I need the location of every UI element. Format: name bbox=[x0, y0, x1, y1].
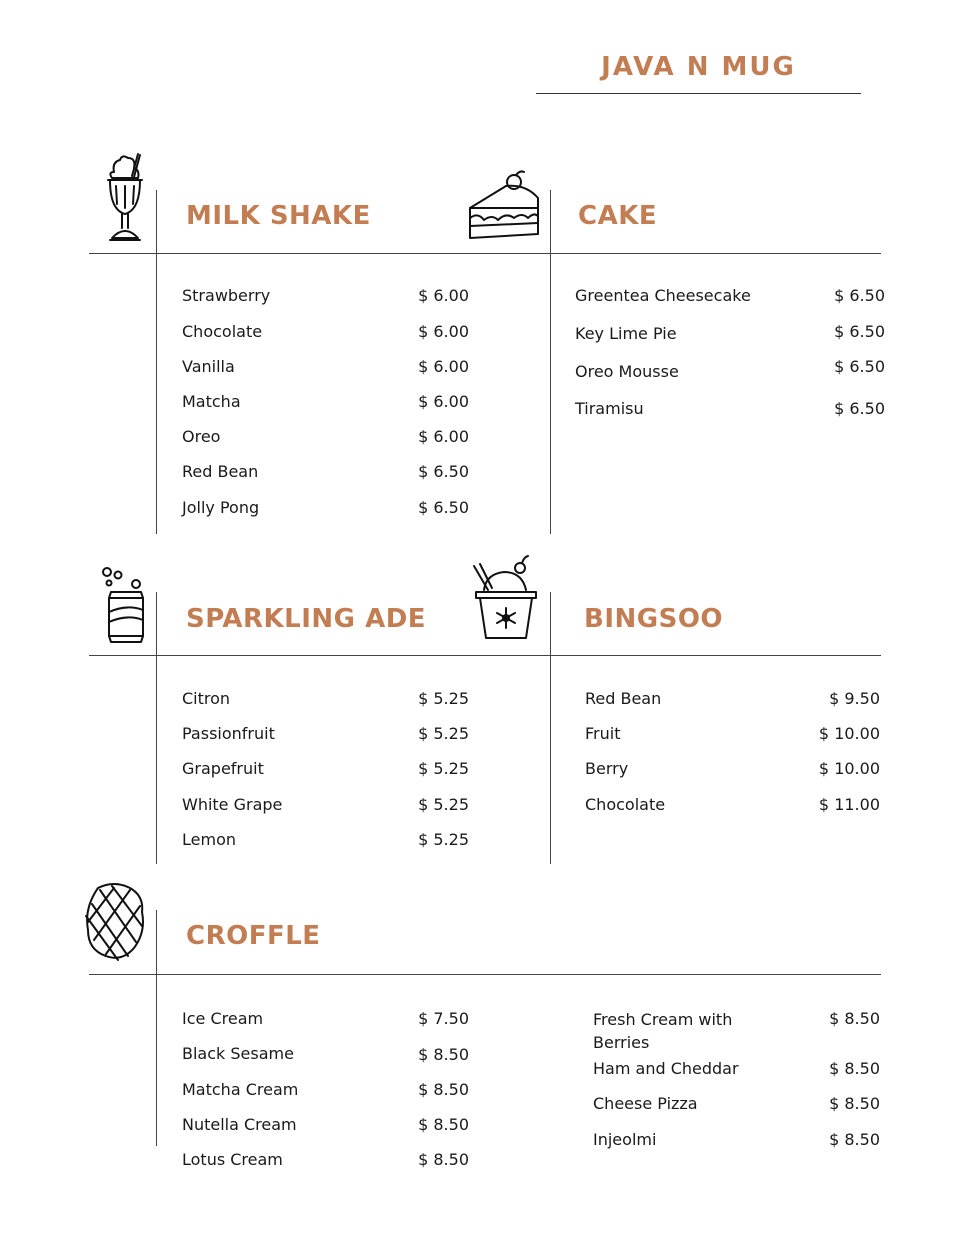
list-item: Nutella Cream bbox=[182, 1115, 297, 1134]
list-item-price: $ 6.50 bbox=[834, 286, 885, 305]
list-item: Passionfruit bbox=[182, 724, 275, 743]
list-item-price: $ 5.25 bbox=[418, 759, 469, 778]
cake-horizontal-rule bbox=[550, 253, 881, 254]
list-item: Ice Cream bbox=[182, 1009, 264, 1028]
list-item: Black Sesame bbox=[182, 1044, 294, 1063]
bingsoo-horizontal-rule bbox=[550, 655, 881, 656]
cake-slice-icon bbox=[466, 168, 542, 244]
section-title-milkshake: MILK SHAKE bbox=[186, 201, 371, 231]
list-item-price: $ 6.50 bbox=[834, 322, 885, 341]
list-item-price: $ 11.00 bbox=[818, 795, 880, 814]
bingsoo-vertical-rule bbox=[550, 592, 551, 864]
list-item-price: $ 5.25 bbox=[418, 689, 469, 708]
list-item: Matcha bbox=[182, 392, 241, 411]
list-item-price: $ 10.00 bbox=[818, 759, 880, 778]
list-item-price: $ 6.00 bbox=[418, 322, 469, 341]
brand-underline bbox=[536, 93, 861, 94]
list-item-price: $ 6.00 bbox=[418, 392, 469, 411]
list-item: Lotus Cream bbox=[182, 1150, 283, 1169]
milkshake-icon bbox=[104, 152, 146, 244]
list-item-price: $ 5.25 bbox=[418, 830, 469, 849]
list-item-price: $ 8.50 bbox=[418, 1115, 469, 1134]
list-item-price: $ 8.50 bbox=[829, 1059, 880, 1078]
list-item: Chocolate bbox=[182, 322, 263, 341]
list-item: Key Lime Pie bbox=[575, 324, 677, 343]
list-item-price: $ 8.50 bbox=[829, 1009, 880, 1028]
list-item: Cheese Pizza bbox=[593, 1094, 698, 1113]
brand-title: JAVA N MUG bbox=[601, 52, 796, 82]
soda-can-icon bbox=[101, 566, 147, 646]
list-item: Citron bbox=[182, 689, 231, 708]
list-item-price: $ 8.50 bbox=[829, 1094, 880, 1113]
list-item-price: $ 6.00 bbox=[418, 427, 469, 446]
list-item-price: $ 6.00 bbox=[418, 357, 469, 376]
list-item-price: $ 8.50 bbox=[418, 1045, 469, 1064]
section-title-cake: CAKE bbox=[578, 201, 658, 231]
list-item-price: $ 6.50 bbox=[418, 498, 469, 517]
list-item-price: $ 9.50 bbox=[829, 689, 880, 708]
section-title-croffle: CROFFLE bbox=[186, 921, 321, 951]
croffle-vertical-rule bbox=[156, 910, 157, 1146]
milkshake-horizontal-rule bbox=[89, 253, 550, 254]
list-item: Tiramisu bbox=[575, 399, 644, 418]
list-item: Grapefruit bbox=[182, 759, 264, 778]
list-item: Red Bean bbox=[182, 462, 259, 481]
list-item: Oreo bbox=[182, 427, 221, 446]
list-item-price: $ 6.50 bbox=[834, 399, 885, 418]
list-item: Matcha Cream bbox=[182, 1080, 299, 1099]
cake-vertical-rule bbox=[550, 190, 551, 534]
list-item: White Grape bbox=[182, 795, 283, 814]
sparkling-horizontal-rule bbox=[89, 655, 550, 656]
list-item-price: $ 6.50 bbox=[418, 462, 469, 481]
list-item: Greentea Cheesecake bbox=[575, 286, 751, 305]
list-item-price: $ 8.50 bbox=[418, 1080, 469, 1099]
shaved-ice-icon bbox=[470, 554, 542, 644]
section-title-sparkling-ade: SPARKLING ADE bbox=[186, 604, 427, 634]
list-item-price: $ 7.50 bbox=[418, 1009, 469, 1028]
section-title-bingsoo: BINGSOO bbox=[584, 604, 724, 634]
list-item: Fruit bbox=[585, 724, 621, 743]
sparkling-vertical-rule bbox=[156, 592, 157, 864]
list-item: Lemon bbox=[182, 830, 236, 849]
list-item-price: $ 6.50 bbox=[834, 357, 885, 376]
list-item: Ham and Cheddar bbox=[593, 1059, 739, 1078]
list-item-price: $ 10.00 bbox=[818, 724, 880, 743]
list-item-price: $ 5.25 bbox=[418, 795, 469, 814]
list-item: Injeolmi bbox=[593, 1130, 657, 1149]
list-item-price: $ 8.50 bbox=[829, 1130, 880, 1149]
list-item: Red Bean bbox=[585, 689, 662, 708]
waffle-icon bbox=[84, 882, 146, 962]
list-item-price: $ 8.50 bbox=[418, 1150, 469, 1169]
croffle-horizontal-rule bbox=[89, 974, 881, 975]
list-item: Oreo Mousse bbox=[575, 362, 679, 381]
list-item: Chocolate bbox=[585, 795, 666, 814]
milkshake-vertical-rule bbox=[156, 190, 157, 534]
list-item: Jolly Pong bbox=[182, 498, 260, 517]
list-item: Berry bbox=[585, 759, 629, 778]
list-item-price: $ 5.25 bbox=[418, 724, 469, 743]
list-item-price: $ 6.00 bbox=[418, 286, 469, 305]
list-item: Strawberry bbox=[182, 286, 271, 305]
list-item: Vanilla bbox=[182, 357, 235, 376]
list-item: Fresh Cream with Berries bbox=[593, 1010, 733, 1052]
